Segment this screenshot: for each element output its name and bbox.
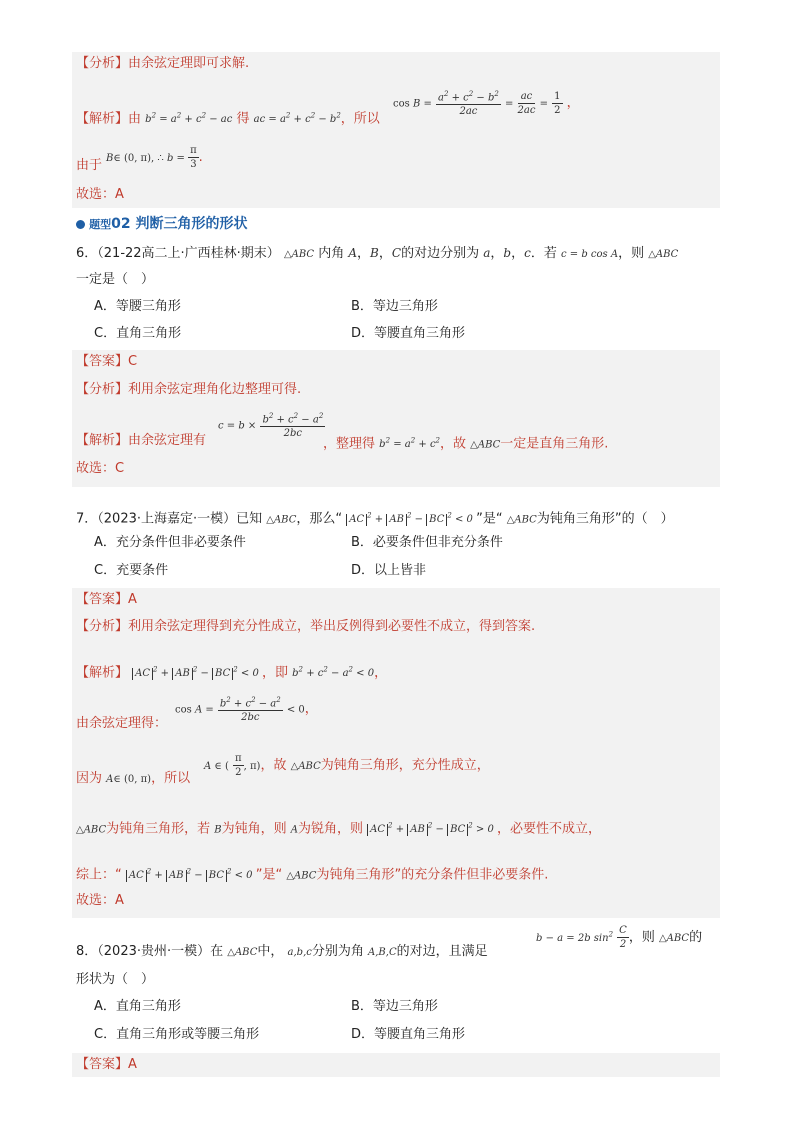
q6-choose: 故选：C <box>76 461 125 476</box>
question-source: 6．（21-22高二上·广西桂林·期末） <box>76 246 280 261</box>
question-text: 内角 <box>318 246 345 261</box>
q7-answer: 【答案】A <box>76 592 137 607</box>
solution-text: ，所以 <box>151 771 191 786</box>
formula: ac = $a^2 + c^2 - b^2$ <box>253 112 341 126</box>
question-text: ，那么“ <box>296 511 343 527</box>
q6-option-d[interactable]: D．等腰直角三角形 <box>351 326 466 341</box>
solution-text: 为钝角，则 <box>221 821 287 837</box>
formula: A <box>106 774 114 785</box>
solution-text: ， <box>374 665 388 681</box>
q6-answer-band <box>72 350 720 487</box>
formula: a <box>483 246 491 260</box>
formula: △ABC <box>266 514 297 526</box>
formula: △ABC <box>506 514 537 526</box>
q8-stem-formula: b − a = 2b $\sin^2$ $\frac{C}{2}$ ，则 △ABC的 <box>536 925 703 950</box>
q8-option-c[interactable]: C．直角三角形或等腰三角形 <box>94 1027 260 1042</box>
formula: △ABC <box>283 249 315 260</box>
q5-choose: 故选：A <box>76 187 124 202</box>
formula: AC $^2$ + AB $^2$ − BC $^2$ < 0 <box>126 870 256 881</box>
q6-answer: 【答案】C <box>76 354 138 369</box>
solution-tag: 【解析】 <box>76 433 129 448</box>
q7-solution-line2 <box>76 716 167 732</box>
q8-stem-line1: 8．（2023·贵州·一模）在 △ABC中， a,b,c分别为角 A,B,C的对边，且满足 <box>76 944 488 959</box>
q6-stem-line2: 一定是（ ） <box>76 272 155 287</box>
fraction: $\frac{b^2 + c^2 - a^2}{2bc}$ <box>262 412 324 440</box>
q7-solution-line5: 综上：“ AC $^2$ + AB $^2$ − BC $^2$ < 0 ”是“ △ABC为钝角三角形”的充分条件但非必要条件. <box>76 867 549 883</box>
solution-text: ， <box>304 701 318 717</box>
analysis-text: 利用余弦定理得到充分性成立，举出反例得到必要性不成立，得到答案. <box>128 619 536 634</box>
bullet-icon <box>76 220 85 229</box>
fraction: $\frac{C}{2}$ <box>619 925 627 950</box>
q5-solution <box>76 108 380 128</box>
q7-option-a[interactable]: A．充分条件但非必要条件 <box>94 535 246 550</box>
q7-solution-line2-formula: cos A = $\frac{b^2 + c^2 - a^2}{2bc}$ < 0， <box>175 696 318 724</box>
q6-stem-line1: 6．（21-22高二上·广西桂林·期末） △ABC 内角 A，B，C的对边分别为 a，b，c．若 c = b cos A，则 △ABC <box>76 246 679 261</box>
q6-option-c[interactable]: C．直角三角形 <box>94 326 182 341</box>
fraction: $\frac{1}{2}$ <box>554 90 561 116</box>
q7-stem <box>76 508 674 528</box>
q6-solution-tail <box>323 433 608 453</box>
analysis-tag: 【分析】 <box>76 619 129 634</box>
solution-text: 为锐角，则 <box>298 821 364 837</box>
q8-option-d[interactable]: D．等腰直角三角形 <box>351 1027 466 1042</box>
question-text: 为钝角三角形”的（ ） <box>536 511 674 527</box>
fraction: $\frac{\pi}{3}$ <box>190 145 197 170</box>
fraction: $\frac{ac}{2ac}$ <box>517 90 536 116</box>
section-title: 02 判断三角形的形状 <box>111 216 248 232</box>
formula: $b^2 = a^2 + c^2$ <box>379 437 441 451</box>
fraction: $\frac{\pi}{2}$ <box>235 753 242 778</box>
solution-text: 为钝角三角形，充分性成立， <box>320 758 490 773</box>
formula: $b^2 + c^2 - a^2 < 0$ <box>292 666 375 680</box>
solution-text: ，必要性不成立， <box>497 821 602 837</box>
question-text: ”是“ <box>476 511 503 527</box>
question-text: 中， <box>257 944 284 959</box>
solution-text: 为钝角三角形，若 <box>106 821 211 837</box>
fraction: $\frac{a^2 + c^2 - b^2}{2ac}$ <box>438 90 499 118</box>
formula: △ABC <box>470 439 501 451</box>
section-header <box>76 216 248 233</box>
solution-tag: 【解析】 <box>76 665 129 681</box>
formula: $b^2 = a^2 + c^2$ − ac <box>145 112 233 126</box>
solution-text: ”是“ <box>255 867 283 883</box>
solution-text: 由余弦定理得： <box>76 716 168 731</box>
question-text: ，则 <box>618 246 645 261</box>
q7-solution-line3: 因为 A∈ (0, π)，所以 <box>76 771 191 786</box>
q7-solution-line4: △ABC为钝角三角形，若 B为钝角，则 A为锐角，则 AC $^2$ + AB $^2$ − BC $^2$ > 0 ，必要性不成立， <box>76 821 602 837</box>
solution-tag: 【解析】 <box>76 111 129 127</box>
q8-option-a[interactable]: A．直角三角形 <box>94 999 181 1014</box>
solution-text: 一定是直角三角形. <box>500 436 609 452</box>
q5-since-formula: B∈ (0, π), ∴ b = $\frac{\pi}{3}$ . <box>106 145 203 170</box>
question-text: 的 <box>689 930 703 945</box>
solution-text: ，故 <box>440 436 467 452</box>
q6-option-a[interactable]: A．等腰三角形 <box>94 299 181 314</box>
formula: △ABC <box>648 249 679 260</box>
question-source: 7．（2023·上海嘉定·一模）已知 <box>76 511 263 527</box>
solution-text: 由于 <box>76 158 103 173</box>
formula: AC $^2$ + AB $^2$ − BC $^2$ > 0 <box>367 824 497 835</box>
q6-solution-formula <box>218 410 325 440</box>
formula: b − a = 2b $\sin^2$ <box>536 930 614 944</box>
solution-text: 由 <box>128 111 142 127</box>
solution-text: 得 <box>236 111 250 127</box>
question-source: 8．（2023·贵州·一模）在 <box>76 944 224 959</box>
analysis-tag: 【分析】 <box>76 382 129 397</box>
question-text: ．若 <box>530 246 557 261</box>
formula: △ABC <box>76 824 107 836</box>
q5-since <box>76 158 102 174</box>
q5-analysis <box>76 56 249 72</box>
formula: c = b cos A <box>561 249 619 260</box>
solution-text: ，即 <box>261 665 288 681</box>
question-text: ，则 <box>628 930 655 945</box>
formula: c = b × <box>218 420 257 432</box>
q6-analysis <box>76 382 301 398</box>
solution-text: ，故 <box>260 758 287 773</box>
solution-text: 综上：“ <box>76 867 122 883</box>
formula: AC $^2$ + AB $^2$ − BC $^2$ < 0 <box>346 514 476 525</box>
q7-solution-line1 <box>76 662 387 682</box>
solution-text: 因为 <box>76 771 103 786</box>
q5-analysis-band <box>72 52 720 208</box>
solution-text: 由余弦定理有 <box>128 433 207 448</box>
q6-option-b[interactable]: B．等边三角形 <box>351 299 438 314</box>
analysis-tag: 【分析】 <box>76 56 129 71</box>
formula: AC $^2$ + AB $^2$ − BC $^2$ < 0 <box>132 668 262 679</box>
solution-text: ， <box>566 95 580 111</box>
analysis-text: 由余弦定理即可求解. <box>128 56 250 71</box>
formula: B <box>106 153 114 164</box>
q7-option-d[interactable]: D．以上皆非 <box>351 563 427 578</box>
fraction: $\frac{b^2 + c^2 - a^2}{2bc}$ <box>219 696 281 724</box>
q8-answer-band <box>72 1053 720 1077</box>
solution-text: 为钝角三角形”的充分条件但非必要条件. <box>316 867 549 883</box>
q8-option-b[interactable]: B．等边三角形 <box>351 999 438 1014</box>
question-text: 分别为角 <box>311 944 364 959</box>
section-tag: 题型 <box>89 218 112 231</box>
solution-text: ，所以 <box>340 111 380 127</box>
question-text: 的对边分别为 <box>401 246 480 261</box>
solution-text: . <box>198 150 203 165</box>
question-text: 的对边，且满足 <box>396 944 488 959</box>
formula: A <box>348 246 358 260</box>
q7-solution-line3-formula: A ∈ ( $\frac{\pi}{2}$ , π)，故 △ABC为钝角三角形，充分性成立， <box>204 753 490 778</box>
analysis-text: 利用余弦定理角化边整理可得. <box>128 382 302 397</box>
solution-text: ，整理得 <box>323 436 376 452</box>
q8-answer: 【答案】A <box>76 1057 137 1072</box>
q7-choose: 故选：A <box>76 893 124 908</box>
q7-option-b[interactable]: B．必要条件但非充分条件 <box>351 535 503 550</box>
formula: cos B = <box>393 98 432 110</box>
q5-cos-formula: cos B = $\frac{a^2 + c^2 - b^2}{2ac}$ = $\frac{ac}{2ac}$ = $\frac{1}{2}$ ， <box>393 90 580 118</box>
q7-analysis <box>76 619 535 635</box>
q6-solution <box>76 433 206 449</box>
q7-option-c[interactable]: C．充要条件 <box>94 563 169 578</box>
q8-stem-line2: 形状为（ ） <box>76 972 155 987</box>
